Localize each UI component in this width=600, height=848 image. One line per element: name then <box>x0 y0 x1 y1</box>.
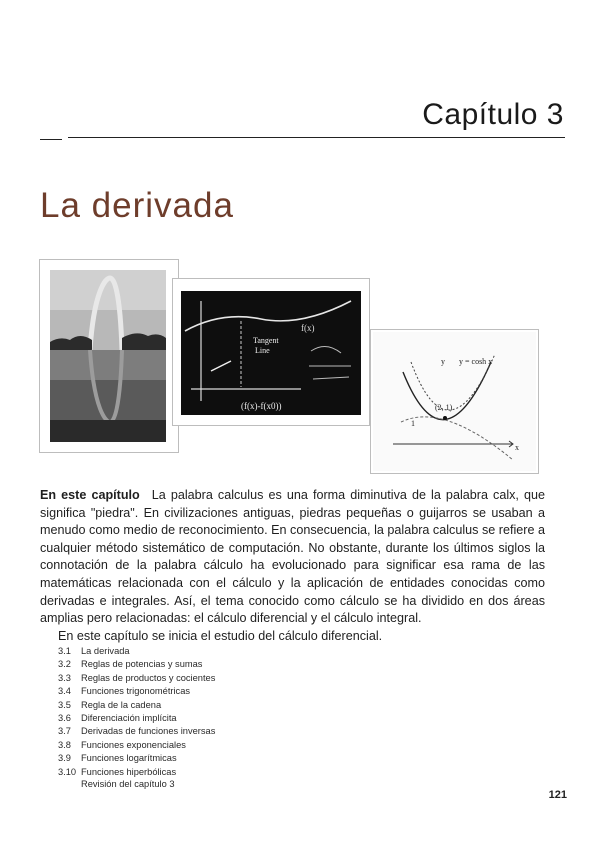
toc-item-title: Reglas de productos y cocientes <box>81 672 216 683</box>
toc-item-title: Funciones exponenciales <box>81 739 186 750</box>
toc-item-number: 3.7 <box>58 726 71 737</box>
toc-item-number: 3.4 <box>58 686 71 697</box>
chapter-contents <box>58 645 215 779</box>
toc-item[interactable] <box>58 712 215 725</box>
toc-item-number: 3.1 <box>58 646 71 656</box>
toc-item-title: Regla de la cadena <box>81 699 162 710</box>
intro-paragraph-2: En este capítulo se inicia el estudio del cálculo diferencial. <box>58 628 383 643</box>
toc-item[interactable] <box>58 725 215 738</box>
toc-item-number: 3.10 <box>58 766 77 777</box>
header-rule-short <box>40 139 62 140</box>
toc-item-number: 3.6 <box>58 713 71 724</box>
intro-paragraph-1-text: La palabra calculus es una forma diminutiva de la palabra calx, que significa "piedra". En civilizaciones antiguas, piedras pequeñas o guijarros se usaban a menudo como medio de reconocimiento. En consecuencia, la palabra calculus se refiere a cualquier método sistemático de computación. No obstante, durante los últimos siglos la connotación de la palabra cálculo ha evolucionado para significar esa rama de las matemáticas relacionada con el cálculo y la aplicación de entidades conocidas como derivadas e integrales. Así, el tema conocido como cálculo se ha dividido en dos áreas amplias pero relacionadas: el cálculo diferencial y el cálculo integral. <box>40 488 546 626</box>
board-text-tangent: Tangent <box>253 336 279 345</box>
chapter-title: La derivada <box>40 186 234 225</box>
toc-item-number: 3.8 <box>58 739 71 750</box>
board-text-fx: f(x) <box>301 323 315 333</box>
chapter-label: Capítulo 3 <box>422 98 564 131</box>
toc-item[interactable] <box>58 645 215 658</box>
intro-paragraph-1 <box>40 487 545 628</box>
chapter-review-link[interactable]: Revisión del capítulo 3 <box>81 779 175 789</box>
toc-item-number: 3.2 <box>58 659 71 670</box>
toc-item[interactable] <box>58 752 215 765</box>
toc-item[interactable] <box>58 672 215 685</box>
toc-item-number: 3.5 <box>58 699 71 710</box>
toc-item-title: Diferenciación implícita <box>81 713 177 724</box>
toc-item-title: Funciones hiperbólicas <box>81 766 177 777</box>
toc-item-title: La derivada <box>81 646 130 656</box>
toc-item-number: 3.3 <box>58 672 71 683</box>
graph-tick-label: 1 <box>411 419 415 428</box>
graph-function-label: y = cosh x <box>459 357 493 366</box>
arch-photo <box>39 259 179 453</box>
board-text-line: Line <box>255 346 270 355</box>
toc-item-number: 3.9 <box>58 753 71 764</box>
board-text-formula: (f(x)-f(x0)) <box>241 401 282 411</box>
toc-item[interactable] <box>58 658 215 671</box>
toc-item[interactable] <box>58 739 215 752</box>
graph-axis-x: x <box>515 443 519 452</box>
toc-item[interactable] <box>58 699 215 712</box>
toc-item-title: Derivadas de funciones inversas <box>81 726 216 737</box>
intro-lead: En este capítulo <box>40 488 140 502</box>
graph-point-label: (2, 1) <box>435 403 453 412</box>
page-number: 121 <box>548 789 567 801</box>
toc-item-title: Reglas de potencias y sumas <box>81 659 203 670</box>
chapter-intro <box>40 487 545 645</box>
toc-item[interactable] <box>58 766 215 779</box>
toc-item[interactable] <box>58 685 215 698</box>
graph-axis-y: y <box>441 357 445 366</box>
toc-item-title: Funciones logarítmicas <box>81 753 177 764</box>
toc-item-title: Funciones trigonométricas <box>81 686 191 697</box>
blackboard-photo <box>172 278 370 426</box>
graph-photo <box>370 329 539 474</box>
header-rule <box>68 137 565 138</box>
